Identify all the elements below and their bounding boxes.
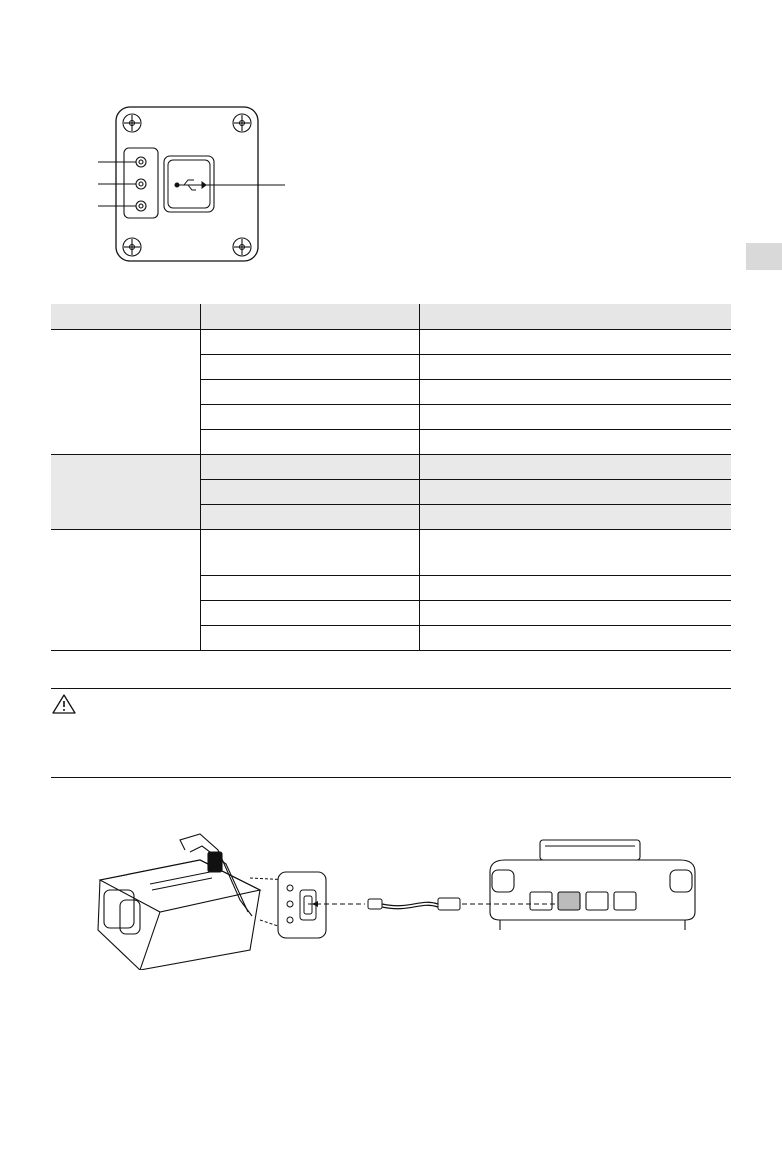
warning-triangle-icon (52, 694, 76, 714)
screw-icon (233, 238, 251, 256)
port-panel-diagram (80, 100, 300, 270)
table-row (51, 330, 731, 355)
table-header-cell (200, 304, 419, 330)
table-header-cell (51, 304, 200, 330)
table-header-row (51, 304, 731, 330)
caution-top-rule (51, 688, 731, 689)
table-group-cell (51, 455, 200, 530)
table-group-cell (51, 330, 200, 455)
screw-icon (123, 238, 141, 256)
screw-icon (233, 114, 251, 132)
spec-table (51, 304, 731, 651)
table-group-cell (51, 530, 200, 651)
caution-bottom-rule (51, 777, 731, 778)
section-tab (746, 243, 782, 270)
table-row (51, 455, 731, 480)
connection-diagram (90, 820, 710, 970)
table-row (51, 530, 731, 576)
screw-icon (123, 114, 141, 132)
table-header-cell (419, 304, 731, 330)
